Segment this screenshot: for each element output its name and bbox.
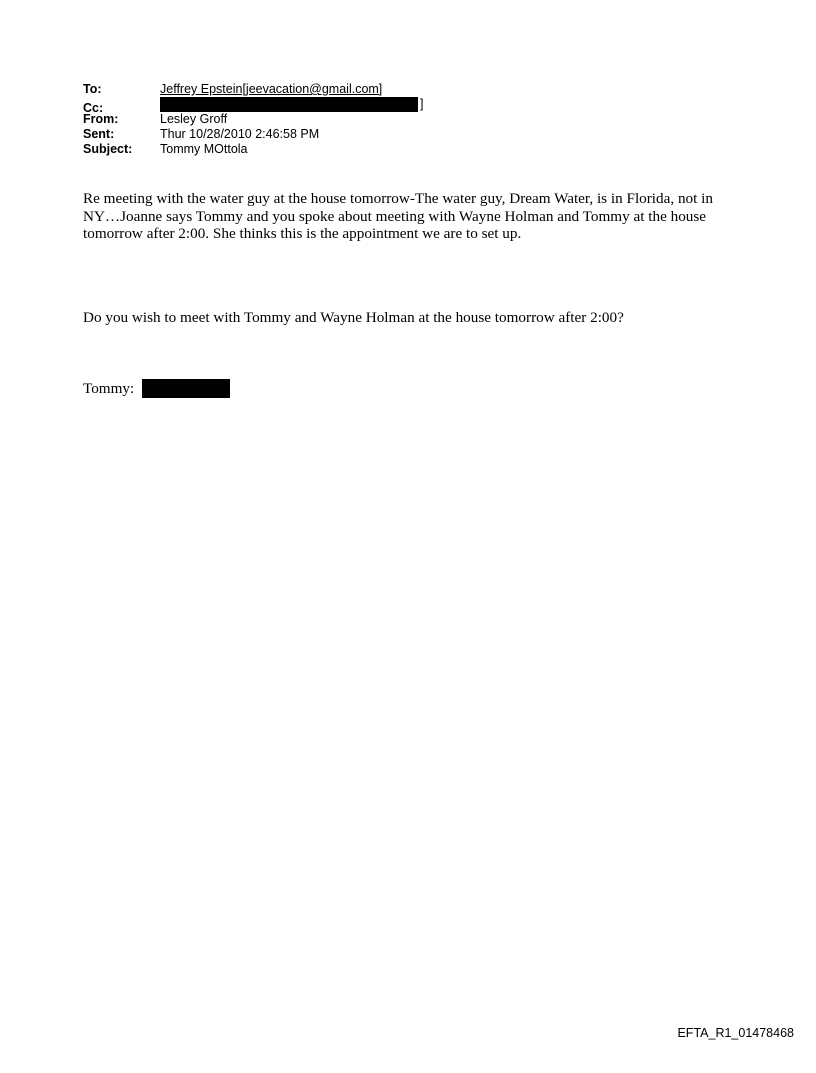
to-label: To: [83,82,102,96]
cc-label: Cc: [83,101,104,115]
header-subject-row [83,142,423,157]
header-cc-row [83,97,424,115]
subject-label: Subject: [83,142,133,156]
header-to-row [83,82,423,97]
body-paragraph-2: Do you wish to meet with Tommy and Wayne Holman at the house tomorrow after 2:00? [83,309,624,326]
from-label: From: [83,112,119,126]
email-headers [83,82,423,157]
header-from-row [83,112,423,127]
sent-value: Thur 10/28/2010 2:46:58 PM [160,127,320,141]
email-body [83,190,743,243]
header-sent-row [83,127,423,142]
cc-redaction-bar [160,97,418,112]
body-paragraph-1: Re meeting with the water guy at the house tomorrow-The water guy, Dream Water, is in Florida, not in NY…Joanne says Tommy and you spoke about meeting with Wayne Holman and Tommy at the house tomorrow after 2:00. She thinks this is the appointment we are to set up. [83,190,713,242]
phone-redaction-bar [142,379,230,398]
from-value: Lesley Groff [160,112,228,126]
cc-value [160,97,423,112]
signoff-label: Tommy: [83,379,135,397]
cc-bracket: ] [420,97,424,111]
signoff-line [83,379,230,398]
subject-value: Tommy MOttola [160,142,248,156]
to-value: Jeffrey Epstein[jeevacation@gmail.com] [160,82,383,96]
sent-label: Sent: [83,127,115,141]
document-id: EFTA_R1_01478468 [677,1026,794,1040]
